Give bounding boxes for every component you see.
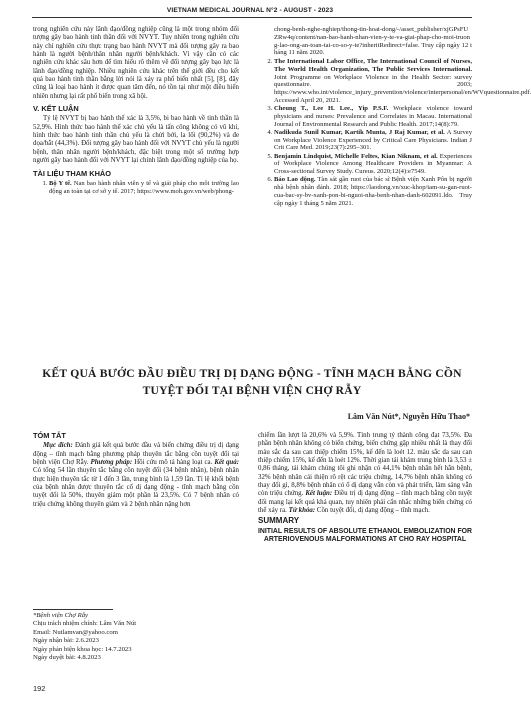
method-text: Hồi cứu mô tả hàng loạt ca.: [134, 459, 213, 467]
article-authors: Lâm Văn Nút*, Nguyễn Hữu Thao*: [347, 412, 470, 421]
keywords-text: Cồn tuyệt đối, dị dạng động – tĩnh mạch.: [316, 507, 430, 515]
objective-label: Mục đích:: [43, 442, 73, 450]
reference-text: A Survey on Workplace Violence Experienced by Critical Care Physicians. Indian J Crit Care Med. 2019;23(7):295–301.: [274, 128, 472, 152]
conclusion-heading: V. KẾT LUẬN: [33, 104, 79, 114]
abstract-right-column: [258, 432, 472, 545]
reference-text: Experiences of Workplace Violence Among Healthcare Providers in Myanmar: A Cross-sectional Survey Study. Cureus. 2020;12(4):e7549.: [274, 152, 472, 175]
reference-item: [49, 180, 239, 196]
reference-continuation: chong-benh-nghe-nghiep/thong-tin-hoat-dong/-/asset_publisher/xjGPsFUZRw4q/content/nan-bao-hanh-nhan-vien-y-te-va-giai-phap-cho-moi-truong-lao-ong-an-toan-tai-co-so-y-te?inheritRedirect=false. Truy cập ngày 12 tháng 11 năm 2020.: [274, 26, 472, 57]
summary-heading: SUMMARY: [258, 516, 300, 526]
conclusion-label: Kết luận:: [305, 490, 333, 498]
reference-author: Benjamin Lindquist, Michelle Feltes, Kian Niknam, et al.: [274, 152, 438, 160]
reference-author: Bộ Y tế.: [49, 179, 72, 187]
method-label: Phương pháp:: [90, 459, 133, 467]
reference-list-left: [33, 180, 239, 196]
abstract-heading: TÓM TẮT: [33, 431, 66, 440]
author-footnote: [33, 609, 239, 662]
footnote-affiliation: *Bệnh viện Chợ Rẫy: [33, 612, 89, 619]
abstract-results-continued: chiếm lần lượt là 20,6% và 5,9%. Tỉnh trung tỷ thành công đạt 73,5%. Đa phần bệnh nhân không có biến chứng, biến chứng gặp nhiều nhất là thay đổi màu sắc da sau can thiệp chiếm 15%, kế đến là loét 12. màu sắc da sau can thiệp chiếm 15%, kế đến là loét 12%. Thời gian tái khám trung bình là 3,53 ± 0,86 tháng, tái khám chúng tôi ghi nhận có 44,1% bệnh nhân hết hẳn bệnh, 32% bệnh nhân cải thiện rõ rệt các triệu chứng, 14,7% bệnh nhân không có thay đổi gì, 8,8% bệnh nhân có ổ dị dạng vẫn còn và phát triển, làm sáng vẫn còn triệu chứng.: [258, 432, 472, 498]
results-label: Kết quả:: [214, 459, 239, 467]
abstract-continuation: [258, 432, 472, 515]
reference-item: [274, 105, 472, 128]
results-text: Có tổng 54 lần thuyên tắc bằng cồn tuyệt đối (34 bệnh nhân), bệnh nhân thực hiện thuyên tắc từ 1 đến 3 lần, trung bình là 1,59 lần. Tỉ lệ khối bệnh của bệnh nhân được thuyên tắc cổ dị dạng động - tĩnh mạch bằng cồn tuyệt đối là 50%, thuyên giảm một phần là 23,5%. Có 7 bệnh nhân có triệu chứng không thuyên giảm và 2 bệnh nhân nặng hơn: [33, 467, 239, 508]
footnote-email: Email: Nutlamvan@yahoo.com: [33, 628, 118, 636]
reference-item: [274, 58, 531, 105]
reference-item: [274, 176, 472, 207]
reference-author: The International Labor Office, The International Council of Nurses, The World Health Organization, The Public Services International.: [274, 58, 472, 73]
footnote-reviewed: Ngày phản biện khoa học: 14.7.2023: [33, 645, 132, 653]
page-number: 192: [33, 684, 46, 693]
reference-item: [274, 153, 472, 176]
reference-item: [274, 129, 472, 152]
reference-list-right: [258, 58, 531, 207]
conclusion-paragraph: Tỷ lệ NVYT bị bao hành thể xác là 3,5%, bi bao hành về tinh thần là 52,9%. Hình thức bao hành thể xác chủ yếu là tấn công không có vũ khí, hình thức bao hành tinh thần chủ yếu là chửi bới, la lối (90,2%) và đe dọa/bắt (44,3%). Đối tượng gây bao hành đối với NVYT chủ yếu là người bệnh, thân nhân người bệnh/khách, đặc biệt trong một số trường hợp người gây bao hành đối với NVYT lại chính lãnh đạo/đồng nghiệp của họ.: [33, 115, 239, 165]
reference-text: Workplace violence toward physicians and nurses: Prevalence and Correlates in Macau. International Journal of Environmental Research and Public Health. 2017;14(8):79.: [274, 105, 472, 128]
reference-text: Tàn sát gần ruot của bác sĩ Bệnh viện Xanh Pôn bị người nhà bệnh nhân đánh. 2018; https://laodong.vn/xuc-khop/tam-su-gan-ruot-cua-bac-sy-bv-xanh-pon-bi-nguoi-nha-benh-nhan-danh-602091.ldo. Truy cập ngày 1 tháng 5 năm 2021.: [274, 176, 473, 207]
reference-author: Nadikuda Sunil Kumar, Kartik Munta, J Raj Kumar, et al.: [274, 128, 445, 136]
right-column-upper: [258, 26, 531, 208]
summary-title: INITIAL RESULTS OF ABSOLUTE ETHANOL EMBOLIZATION FOR ARTERIOVENOUS MALFORMATIONS AT CHO RAY HOSPITAL: [258, 527, 472, 544]
footnote-corresponding-author: Chịu trách nhiệm chính: Lâm Văn Nút: [33, 620, 137, 628]
conclusion-text: Điều trị dị dạng động – tĩnh mạch bằng cồn tuyệt đối mang lại kết quả khả quan, tuy nhiên phải cẩn nhắc những biến chứng có thể xảy ra.: [258, 490, 472, 515]
header-rule: [32, 17, 472, 18]
keywords-label: Từ khóa:: [288, 507, 316, 515]
reference-author: Báo Lao động.: [274, 176, 316, 184]
abstract-paragraph: [33, 442, 239, 509]
article-title: KẾT QUẢ BƯỚC ĐẦU ĐIỀU TRỊ DỊ DẠNG ĐỘNG - TĨNH MẠCH BẰNG CỒN TUYỆT ĐỐI TẠI BỆNH VIỆN CHỢ RẪY: [42, 367, 462, 397]
discussion-paragraph: trong nghiên cứu này lãnh đạo/đồng nghiệp cũng là một trong nhóm đối tượng gây bao hành tinh thần đối với NVYT. Tuy nhiên trong nghiên cứu này chỉ nghiên cứu thực trạng bao hành NVYT mà đối tượng gây ra bao hành là người bệnh/thân nhân người bệnh/khách. Vì vậy cần có các nghiên cứu khác sâu hơn để tìm hiểu rõ thêm về đối tượng gây bạo lực là lãnh đạo/đồng nghiệp. Nhiều nghiên cứu khác trên thế giới đều cho kết quả bao hành tinh thần bằng lời nói là xảy ra phổ biến nhất [5], [8], đây cũng là loại bao hành ít được quan tâm đến, nó tồn tại như một điều hiển nhiên nhưng lại rất phổ biến trong xã hội.: [33, 26, 239, 100]
footnote-rule: [33, 609, 113, 610]
footnote-accepted: Ngày duyệt bài: 4.8.2023: [33, 654, 101, 662]
footnote-received: Ngày nhận bài: 2.6.2023: [33, 637, 99, 645]
objective-text: Đánh giá kết quả bước đầu và biến chứng điều trị dị dạng động – tĩnh mạch bằng phương pháp thuyên tắc bằng cồn tuyệt đối tại bệnh viện Chợ Rẫy.: [33, 442, 240, 467]
left-column-upper: [33, 26, 239, 196]
references-heading: TÀI LIỆU THAM KHẢO: [33, 168, 112, 178]
reference-text: Nan bao hành nhân viên y tế và giải pháp cho môi trường lao động an toàn tại cơ sở y tế. 2017; https://www.moh.gov.vn/web/phong-: [49, 179, 239, 195]
reference-text: Joint Programme on Workplace Violence in the Health Sector: survey questionnaire. 2003; https://www.who.int/violence_injury_prevention/violence/interpersonal/en/WVquestionnaire.pdf. Accessed April 20, 2021.: [274, 73, 531, 104]
reference-author: Cheung T., Lee H. Lee., Yip P.S.F.: [274, 105, 389, 112]
abstract-left-column: [33, 432, 239, 509]
journal-header: VIETNAM MEDICAL JOURNAL N°2 - AUGUST - 2023: [166, 7, 334, 14]
